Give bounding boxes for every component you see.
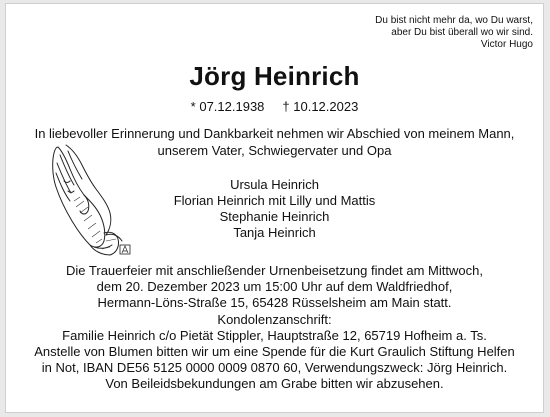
service-line-1: Die Trauerfeier mit anschließender Urnenbeisetzung findet am Mittwoch, [66, 263, 483, 278]
intro-line-2: unserem Vater, Schwiegervater und Opa [157, 143, 392, 158]
quote-line-1: Du bist nicht mehr da, wo Du warst, [375, 15, 533, 26]
quote-author: Victor Hugo [480, 39, 533, 50]
birth-date: * 07.12.1938 [190, 99, 265, 114]
life-dates [6, 99, 543, 114]
service-line-2: dem 20. Dezember 2023 um 15:00 Uhr auf dem Waldfriedhof, [96, 279, 453, 295]
condolence-heading: Kondolenzanschrift: [217, 311, 332, 327]
quote-line-2: aber Du bist überall wo wir sind. [391, 27, 533, 38]
family-member: Stephanie Heinrich [219, 209, 330, 224]
service-line-3: Hermann-Löns-Straße 15, 65428 Rüsselsheim am Main statt. [97, 295, 452, 311]
deceased-name: Jörg Heinrich [189, 61, 360, 91]
death-date: † 10.12.2023 [282, 99, 359, 114]
obituary-card [5, 3, 544, 413]
donation-line-2: in Not, IBAN DE56 5125 0000 0009 0870 60, Verwendungszweck: Jörg Heinrich. [41, 360, 508, 376]
family-member: Florian Heinrich mit Lilly und Mattis [173, 193, 376, 208]
closing-note: Von Beileidsbekundungen am Grabe bitten wir abzusehen. [105, 376, 444, 392]
condolence-address: Familie Heinrich c/o Pietät Stippler, Hauptstraße 12, 65719 Hofheim a. Ts. [62, 327, 487, 343]
service-details [6, 263, 543, 393]
intro-line-1: In liebevoller Erinnerung und Dankbarkeit nehmen wir Abschied von meinem Mann, [34, 126, 515, 141]
epigraph-quote [375, 15, 533, 51]
donation-line-1: Anstelle von Blumen bitten wir um eine Spende für die Kurt Graulich Stiftung Helfen [34, 344, 515, 360]
family-member: Tanja Heinrich [233, 225, 316, 240]
family-member: Ursula Heinrich [230, 177, 319, 192]
family-list [6, 177, 543, 241]
